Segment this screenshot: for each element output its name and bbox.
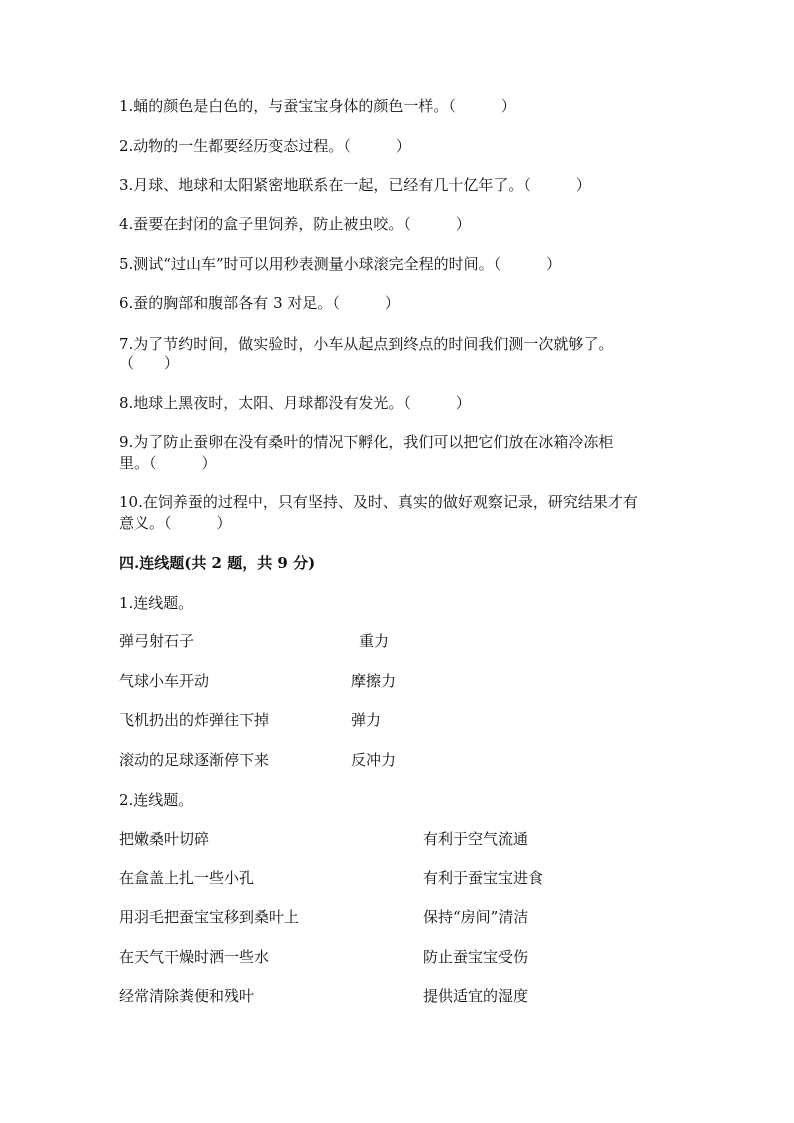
q2-left-item-3: 用羽毛把蚕宝宝移到桑叶上 — [119, 908, 300, 926]
judgement-item-9-continuation: 里。（ ） — [119, 454, 217, 472]
q2-right-item-1: 有利于空气流通 — [423, 830, 529, 848]
judgement-item-10: 10.在饲养蚕的过程中，只有坚持、及时、真实的做好观察记录，研究结果才有 — [119, 493, 638, 511]
q2-right-item-3: 保持“房间”清洁 — [423, 908, 529, 926]
q1-right-item-1: 重力 — [359, 632, 390, 650]
judgement-item-1: 1.蛹的颜色是白色的，与蚕宝宝身体的颜色一样。（ ） — [119, 97, 516, 115]
q1-left-item-3: 飞机扔出的炸弹往下掉 — [119, 711, 270, 729]
judgement-item-5: 5.测试“过山车”时可以用秒表测量小球滚完全程的时间。（ ） — [119, 255, 562, 273]
q2-right-item-4: 防止蚕宝宝受伤 — [423, 948, 529, 966]
judgement-item-7: 7.为了节约时间，做实验时，小车从起点到终点的时间我们测一次就够了。 — [119, 335, 614, 353]
judgement-item-8: 8.地球上黑夜时，太阳、月球都没有发光。（ ） — [119, 394, 471, 412]
section-4-title: 四.连线题(共 2 题，共 9 分) — [119, 554, 316, 572]
q2-left-item-1: 把嫩桑叶切碎 — [119, 830, 210, 848]
q2-left-item-5: 经常清除粪便和残叶 — [119, 987, 255, 1005]
judgement-item-6: 6.蚕的胸部和腹部各有 3 对足。（ ） — [119, 294, 400, 312]
q2-right-item-5: 提供适宜的湿度 — [423, 987, 529, 1005]
q1-right-item-3: 弹力 — [351, 711, 382, 729]
judgement-item-3: 3.月球、地球和太阳紧密地联系在一起，已经有几十亿年了。（ ） — [119, 176, 591, 194]
q1-right-item-2: 摩擦力 — [351, 672, 397, 690]
q2-right-item-2: 有利于蚕宝宝进食 — [423, 869, 544, 887]
q1-left-item-1: 弹弓射石子 — [119, 632, 195, 650]
q1-label: 1.连线题。 — [119, 594, 194, 612]
q1-left-item-4: 滚动的足球逐渐停下来 — [119, 751, 270, 769]
judgement-item-10-continuation: 意义。（ ） — [119, 514, 232, 532]
judgement-item-7-continuation: （ ） — [119, 354, 180, 372]
judgement-item-2: 2.动物的一生都要经历变态过程。（ ） — [119, 137, 411, 155]
q2-left-item-4: 在天气干燥时洒一些水 — [119, 948, 270, 966]
judgement-item-9: 9.为了防止蚕卵在没有桑叶的情况下孵化，我们可以把它们放在冰箱冷冻柜 — [119, 433, 614, 451]
q2-left-item-2: 在盒盖上扎一些小孔 — [119, 869, 255, 887]
judgement-item-4: 4.蚕要在封闭的盒子里饲养，防止被虫咬。（ ） — [119, 215, 471, 233]
q2-label: 2.连线题。 — [119, 791, 194, 809]
q1-left-item-2: 气球小车开动 — [119, 672, 210, 690]
q1-right-item-4: 反冲力 — [351, 751, 397, 769]
